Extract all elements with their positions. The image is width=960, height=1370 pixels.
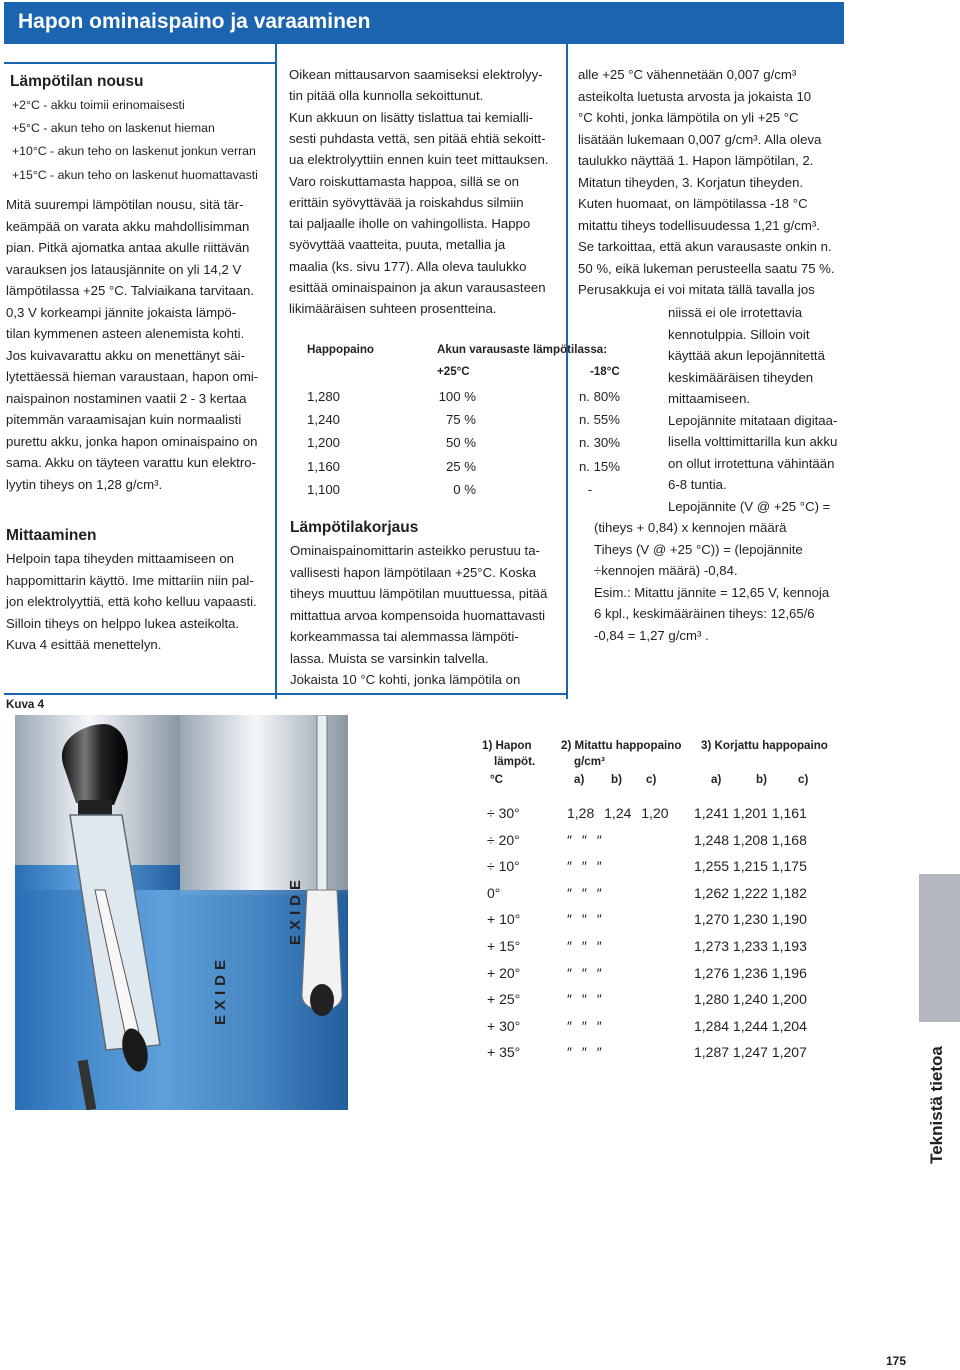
text-line: sesti puhdasta vettä, sen pitää ehtiä sekoitt- [289,130,546,146]
table2-cell: ″ ″ ″ [567,1044,602,1061]
table2-header-corrected-a: a) [711,773,722,786]
text-line: 6-8 tuntia. [668,477,727,492]
side-tab-text: Teknistä tietoa [926,1046,946,1164]
text-line: Jokaista 10 °C kohti, jonka lämpötila on [290,672,521,687]
table2-cell: ″ ″ ″ [567,858,602,875]
table2-header-temp: 1) Hapon [482,739,532,752]
page-title: Hapon ominaispaino ja varaaminen [18,10,371,33]
text-line: niissä ei ole irrotettavia [668,305,803,320]
text-line: 0,3 V korkeampi jännite jokaista lämpö- [6,304,237,320]
table2-header-corrected: 3) Korjattu happopaino [701,739,828,752]
text-line: on ollut irrotettuna vähintään [668,455,835,471]
table1-cell: 1,240 [307,412,341,428]
text-line: tiheys muuttuu lämpötilan muuttuessa, pitää [290,586,548,601]
table2-header-measured-a: a) [574,773,585,786]
text-line: Se tarkoittaa, että akun varausaste onkin n. [578,239,832,254]
text-line: °C kohti, jonka lämpötila on yli +25 °C [578,110,799,125]
text-line: Esim.: Mitattu jännite = 12,65 V, kennoja [594,584,830,600]
table1-cell: n. 55% [578,412,620,428]
text-line: erittäin syövyttävää ja roiskahdus silmiin [289,194,524,210]
table2-header-measured: 2) Mitattu happopaino [561,739,682,752]
text-line: lisätään lukemaan 0,007 g/cm³. Alla oleva [578,131,822,147]
table2-cell: ″ ″ ″ [567,991,602,1008]
text-line: naispainon nostaminen vaatii 2 - 3 kertaa [6,390,247,406]
table2-cell: 1,284 1,244 1,204 [694,1017,807,1034]
text-line: Kuten huomaat, on lämpötilassa -18 °C [578,196,808,211]
text-line: mittaamiseen. [668,391,751,406]
table2-cell: ÷ 20° [487,831,520,848]
table2-cell: 1,280 1,240 1,200 [694,991,807,1008]
section-heading-temperature-rise: Lämpötilan nousu [10,73,144,90]
table2-cell: 1,28 1,24 1,20 [567,805,669,821]
text-line: Kuva 4 esittää menettelyn. [6,637,162,652]
text-line: lassa. Muista se varsinkin talvella. [290,650,489,666]
table1-cell: 1,100 [307,481,341,497]
temperature-list-item: +10°C - akun teho on laskenut jonkun verran [12,144,256,159]
table2-cell: + 20° [487,964,521,981]
text-line: tilan kymmenen asteen alenemista kohti. [6,326,245,341]
table2-cell: ″ ″ ″ [567,884,602,901]
table2-header-measured-unit: g/cm³ [574,755,605,768]
text-line: Varo roiskuttamasta happoa, sillä se on [289,173,519,189]
table1-header-charge-state: Akun varausaste lämpötilassa: [437,343,608,356]
text-line: mitattu tiheys todellisuudessa 1,21 g/cm³. [578,217,820,233]
text-line: 50 %, eikä lukeman perusteella saatu 75 %. [578,260,835,276]
text-line: lämpötilassa +25 °C. Talviaikana tarvitaan. [6,283,255,298]
text-line: Lepojännite mitataan digitaa- [668,412,838,428]
table1-cell: 100 % [438,389,476,404]
table1-subheader-18c: -18°C [590,365,620,378]
bottom-rule-col2 [277,693,566,695]
table1-cell: n. 15% [578,458,620,474]
text-line: vallisesti hapon lämpötilaan +25°C. Koska [290,564,537,580]
text-line: pitemmän varaamisajan kuin normaalisti [6,412,242,427]
hydrometer-illustration [10,715,360,1110]
text-line: korkeammassa tai alemmassa lämpöti- [290,629,519,644]
table2-header-temp-unit: °C [490,773,504,786]
text-line: ua elektrolyyttiin ennen kuin teet mittauksen. [289,152,549,168]
table2-cell: + 15° [487,938,521,954]
text-line: Tiheys (V @ +25 °C)) = (lepojännite [594,541,803,557]
table2-cell: ″ ″ ″ [567,1017,602,1034]
table1-cell: 0 % [453,481,476,497]
text-line: lisella volttimittarilla kun akku [668,434,838,449]
text-line: Perusakkuja ei voi mitata tällä tavalla jos [578,282,815,297]
text-line: jon elektrolyyttiä, että koho kelluu vapaasti. [6,594,257,609]
table2-header-measured-b: b) [611,773,622,786]
table1-cell: - [587,481,593,497]
text-line: keskimääräisen tiheyden [668,369,814,385]
text-line: tai paljaalle iholle on vahingollista. Happo [289,216,531,232]
table1-cell: 1,200 [307,435,341,451]
section-heading-measuring: Mittaaminen [6,527,97,544]
table2-cell: 1,255 1,215 1,175 [694,858,807,875]
table1-cell: n. 30% [578,435,620,451]
text-line: keämpää on varata akku mahdollisimman [6,218,250,234]
table2-cell: ÷ 10° [487,858,520,875]
text-line: (tiheys + 0,84) x kennojen määrä [594,520,787,535]
table2-cell: 1,276 1,236 1,196 [694,964,807,981]
column-rule-right [566,44,568,699]
text-line: ÷kennojen määrä) -0,84. [594,563,738,578]
bottom-rule-col1 [4,693,275,695]
table2-cell: ″ ″ ″ [567,938,602,954]
text-line: Mitä suurempi lämpötilan nousu, sitä tär- [6,197,244,212]
text-line: mittattua arvoa kompensoida huomattavasti [290,607,546,623]
text-line: Kun akkuun on lisätty tislattua tai kemialli- [289,109,534,125]
table2-cell: + 25° [487,991,521,1008]
text-line: sama. Akku on täyteen varattu kun elektro- [6,455,256,470]
table2-header-temp-line2: lämpöt. [494,755,536,768]
table2-header-measured-c: c) [646,773,657,786]
text-line: taulukko näyttää 1. Hapon lämpötilan, 2. [578,153,814,168]
text-line: 6 kpl., keskimääräinen tiheys: 12,65/6 [594,606,815,621]
table2-cell: 1,270 1,230 1,190 [694,911,807,928]
table2-cell: 1,273 1,233 1,193 [694,938,807,954]
text-line: asteikolta luetusta arvosta ja jokaista 10 [578,88,812,104]
text-line: lyytin tiheys on 1,28 g/cm³. [6,476,163,492]
table2-cell: ÷ 30° [487,805,520,821]
table2-cell: 1,287 1,247 1,207 [694,1044,807,1061]
text-line: lytettäessä hieman varaustaan, hapon omi- [6,369,259,384]
temperature-list-item: +5°C - akun teho on laskenut hieman [12,121,215,136]
table1-subheader-25c: +25°C [437,365,470,378]
text-line: Mitatun tiheyden, 3. Korjatun tiheyden. [578,174,804,190]
text-line: Oikean mittausarvon saamiseksi elektrolyy- [289,67,543,82]
text-line: Helpoin tapa tiheyden mittaamiseen on [6,551,234,566]
side-tab-marker [919,874,960,1022]
table2-cell: 1,262 1,222 1,182 [694,884,807,901]
table2-header-corrected-c: c) [798,773,809,786]
text-line: Silloin tiheys on helppo lukea asteikolta. [6,615,240,631]
table2-cell: + 30° [487,1017,521,1034]
table1-cell: 25 % [445,458,476,474]
page-number: 175 [886,1354,907,1368]
column-rule-left [275,44,277,699]
text-line: likimääräisen suhteen prosentteina. [289,301,497,317]
table1-cell: 75 % [445,412,476,428]
brand-label-right: EXIDE [287,874,304,945]
table1-cell: 50 % [445,435,476,451]
table1-cell: 1,280 [307,389,341,404]
text-line: pian. Pitkä ajomatka antaa akulle riittävän [6,240,250,255]
text-line: Ominaispainomittarin asteikko perustuu ta- [290,543,540,558]
table2-cell: + 10° [487,911,521,928]
text-line: alle +25 °C vähennetään 0,007 g/cm³ [578,67,797,82]
text-line: kennotulppia. Silloin voit [668,326,810,342]
text-line: tin pitää olla kunnolla sekoittunut. [289,88,484,104]
temperature-list-item: +2°C - akku toimii erinomaisesti [12,98,185,112]
brand-label-left: EXIDE [212,954,229,1025]
side-tab-label [908,1046,960,1170]
page-header [4,2,844,44]
text-line: -0,84 = 1,27 g/cm³ . [594,627,709,643]
table2-header-corrected-b: b) [756,773,767,786]
table2-cell: 1,248 1,208 1,168 [694,831,807,848]
table2-cell: + 35° [487,1044,521,1061]
table2-cell: ″ ″ ″ [567,831,602,848]
float-stem [317,715,327,890]
text-line: syövyttää vaatteita, puuta, metallia ja [289,237,506,253]
top-rule-col1 [4,62,275,64]
text-line: varauksen jos latausjännite on yli 14,2 V [6,261,242,277]
text-line: Lepojännite (V @ +25 °C) = [668,498,831,514]
figure-label: Kuva 4 [6,698,45,711]
text-line: maalia (ks. sivu 177). Alla oleva taulukko [289,258,527,274]
section-heading-temperature-correction: Lämpötilakorjaus [290,519,419,536]
table1-cell: n. 80% [578,389,620,404]
text-line: Jos kuivavarattu akku on menettänyt säi- [6,347,245,363]
text-line: käyttää akun lepojännitettä [668,348,825,363]
text-line: esittää ominaispainon ja akun varausasteen [289,280,546,295]
table2-cell: 0° [487,884,501,901]
text-line: purettu akku, jonka hapon ominaispaino on [6,433,258,449]
table2-cell: ″ ″ ″ [567,911,602,928]
table2-cell: ″ ″ ″ [567,964,602,981]
table2-cell: 1,241 1,201 1,161 [694,805,807,821]
table1-cell: 1,160 [307,458,341,474]
temperature-list-item: +15°C - akun teho on laskenut huomattavasti [12,167,258,182]
table1-header-acid-weight: Happopaino [307,343,374,356]
text-line: happomittarin käyttö. Ime mittariin niin pal- [6,572,254,588]
